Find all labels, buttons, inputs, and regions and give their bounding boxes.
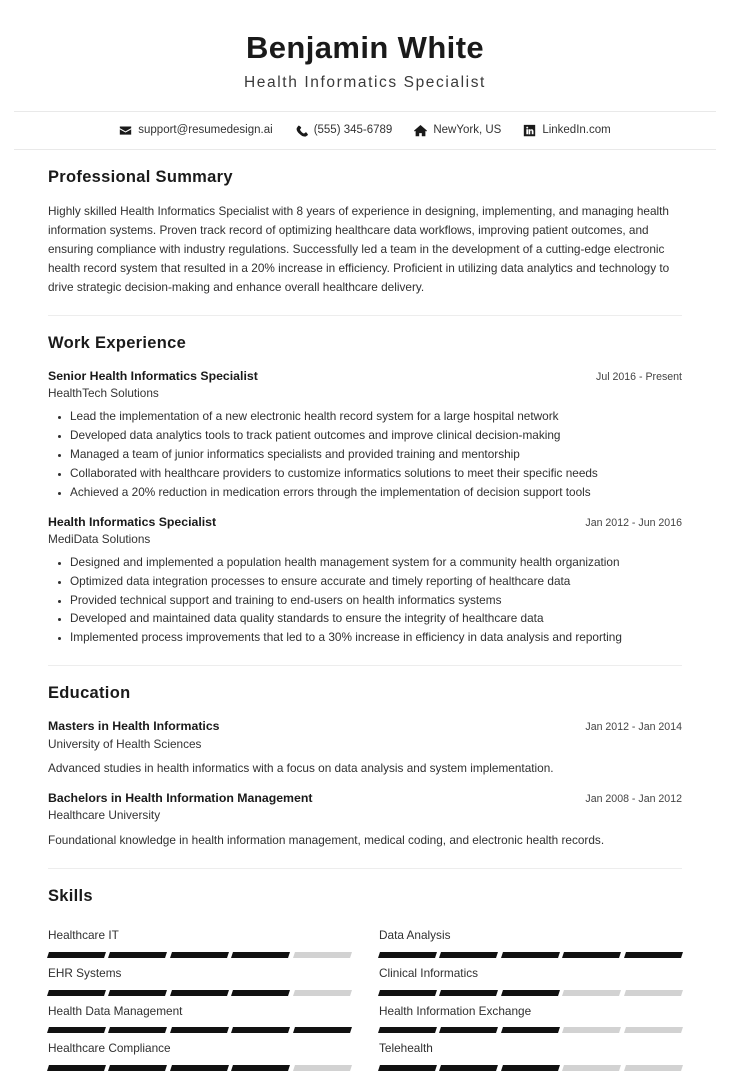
skill-rating-segment: [170, 952, 229, 958]
education-description: Foundational knowledge in health information management, medical coding, and electronic health records.: [48, 833, 605, 847]
skill-rating-segment: [624, 952, 683, 958]
skill-name: Healthcare Compliance: [48, 1041, 171, 1056]
skill-rating-bar: [48, 990, 351, 996]
skill-rating-segment: [501, 1065, 560, 1071]
skill-rating-segment: [108, 1065, 167, 1071]
skill-rating-segment: [562, 1027, 621, 1033]
education-degree: Bachelors in Health Information Management: [48, 790, 313, 805]
skill-rating-segment: [624, 990, 683, 996]
contact-phone[interactable]: [295, 124, 393, 137]
contact-email-label: support@resumedesign.ai: [138, 124, 273, 137]
skill-rating-segment: [108, 952, 167, 958]
skill-rating-bar: [48, 1065, 351, 1071]
skill-item: [48, 920, 351, 958]
skill-rating-bar: [48, 952, 351, 958]
home-icon: [414, 124, 427, 137]
experience-organization: HealthTech Solutions: [48, 386, 159, 401]
skill-rating-segment: [378, 952, 437, 958]
experience-bullets: [48, 554, 682, 648]
phone-icon: [295, 124, 308, 137]
skill-item: [379, 996, 682, 1034]
skill-rating-segment: [47, 1027, 106, 1033]
list-item: • Managed a team of junior informatics specialists and provided training and mentorship: [70, 446, 682, 464]
skill-item: [48, 996, 351, 1034]
skill-rating-segment: [170, 990, 229, 996]
skill-item: [379, 1033, 682, 1071]
skill-rating-segment: [293, 952, 352, 958]
skill-item: [379, 920, 682, 958]
skill-rating-segment: [47, 1065, 106, 1071]
skill-rating-segment: [562, 990, 621, 996]
skill-rating-segment: [501, 990, 560, 996]
skill-rating-segment: [231, 952, 290, 958]
list-item: • Developed and maintained data quality standards to ensure the integrity of healthcare data: [70, 610, 682, 628]
education-description: Advanced studies in health informatics with a focus on data analysis and system implementation.: [48, 761, 554, 776]
list-item: • Developed data analytics tools to track patient outcomes and improve clinical decision-making: [70, 427, 682, 445]
section-professional-summary: [0, 168, 730, 297]
section-title-summary: Professional Summary: [48, 167, 233, 186]
skill-rating-segment: [293, 1027, 352, 1033]
skill-rating-bar: [379, 952, 682, 958]
skill-rating-bar: [379, 990, 682, 996]
experience-entry: [48, 368, 682, 502]
contact-phone-label: (555) 345-6789: [313, 124, 393, 137]
education-entry-head: [48, 790, 682, 807]
skill-rating-segment: [231, 990, 290, 996]
list-item: • Implemented process improvements that led to a 30% increase in efficiency in data analysis and reporting: [70, 629, 682, 647]
skill-name: Clinical Informatics: [379, 966, 478, 980]
contact-email[interactable]: [119, 124, 272, 137]
skill-item: [48, 958, 351, 996]
skill-rating-segment: [439, 952, 498, 958]
contact-linkedin[interactable]: [523, 124, 610, 137]
skill-rating-segment: [439, 1027, 498, 1033]
skill-rating-segment: [170, 1027, 229, 1033]
skill-rating-bar: [379, 1065, 682, 1071]
contact-divider: [14, 149, 716, 150]
skill-rating-segment: [378, 1065, 437, 1071]
skill-rating-segment: [47, 990, 106, 996]
section-title-skills: Skills: [48, 886, 93, 905]
skill-rating-segment: [439, 1065, 498, 1071]
skill-name: Healthcare IT: [48, 928, 119, 943]
list-item: • Optimized data integration processes to ensure accurate and timely reporting of healthcare data: [70, 573, 682, 591]
experience-bullets: [48, 408, 682, 502]
section-skills: [0, 887, 730, 1071]
skill-rating-segment: [624, 1065, 683, 1071]
job-title: Health Informatics Specialist: [244, 73, 486, 91]
skill-rating-segment: [562, 952, 621, 958]
skill-rating-segment: [231, 1065, 290, 1071]
skill-rating-segment: [378, 990, 437, 996]
skill-rating-segment: [562, 1065, 621, 1071]
section-title-experience: Work Experience: [48, 334, 187, 353]
list-item: • Designed and implemented a population health management system for a community health organization: [70, 554, 682, 572]
education-school: University of Health Sciences: [48, 736, 202, 751]
divider-before-skills: [48, 868, 682, 869]
contact-location-label: NewYork, US: [433, 124, 502, 137]
education-entry: [48, 718, 682, 778]
education-date: Jan 2008 - Jan 2012: [585, 792, 682, 805]
section-title-education: Education: [48, 684, 131, 703]
skill-rating-segment: [293, 1065, 352, 1071]
envelope-icon: [119, 124, 132, 137]
experience-entry-head: [48, 368, 682, 385]
skill-name: Health Information Exchange: [379, 1003, 532, 1018]
skill-name: EHR Systems: [48, 966, 122, 980]
education-entry: [48, 790, 682, 850]
skill-rating-segment: [108, 1027, 167, 1033]
section-work-experience: [0, 334, 730, 647]
skill-name: Health Data Management: [48, 1003, 183, 1018]
skill-name: Telehealth: [379, 1041, 433, 1056]
skill-rating-segment: [293, 990, 352, 996]
skill-rating-segment: [170, 1065, 229, 1071]
linkedin-icon: [523, 124, 536, 137]
list-item: • Provided technical support and training to end-users on health informatics systems: [70, 592, 682, 610]
experience-date: Jan 2012 - Jun 2016: [585, 516, 682, 529]
skill-rating-bar: [48, 1027, 351, 1033]
experience-entry-head: [48, 514, 682, 531]
skill-item: [379, 958, 682, 996]
experience-role: Health Informatics Specialist: [48, 514, 217, 529]
divider-before-education: [48, 665, 682, 666]
skill-rating-segment: [108, 990, 167, 996]
skill-rating-segment: [501, 1027, 560, 1033]
skill-rating-segment: [624, 1027, 683, 1033]
experience-role: Senior Health Informatics Specialist: [48, 368, 258, 383]
list-item: • Achieved a 20% reduction in medication errors through the implementation of decision support tools: [70, 484, 682, 502]
skill-rating-segment: [47, 952, 106, 958]
skills-grid: [48, 920, 682, 1070]
education-date: Jan 2012 - Jan 2014: [585, 721, 682, 734]
skill-item: [48, 1033, 351, 1071]
skill-rating-bar: [379, 1027, 682, 1033]
education-degree: Masters in Health Informatics: [48, 719, 220, 734]
skill-rating-segment: [439, 990, 498, 996]
skill-name: Data Analysis: [379, 928, 451, 943]
skill-rating-segment: [501, 952, 560, 958]
section-education: [0, 684, 730, 849]
education-school: Healthcare University: [48, 808, 161, 823]
contact-linkedin-label: LinkedIn.com: [542, 124, 611, 137]
list-item: • Lead the implementation of a new electronic health record system for a large hospital network: [70, 408, 682, 426]
summary-text: Highly skilled Health Informatics Specialist with 8 years of experience in designing, implementing, and managing health information systems. Proven track record of optimizing healthcare data workflows, improving patient outcomes, and ensuring compliance with industry regulations. Successfully led a team in the development of a cutting-edge electronic health record system that resulted in a 20% increase in efficiency. Proficient in utilizing data analytics and technology to drive strategic decision-making and enhance overall healthcare delivery.: [48, 203, 670, 294]
experience-date: Jul 2016 - Present: [596, 370, 682, 383]
experience-entry: [48, 514, 682, 648]
skill-rating-segment: [231, 1027, 290, 1033]
page-title: Benjamin White: [245, 30, 485, 65]
education-entry-head: [48, 718, 682, 735]
list-item: • Collaborated with healthcare providers to customize informatics solutions to meet their specific needs: [70, 465, 682, 483]
divider-before-experience: [48, 315, 682, 316]
skill-rating-segment: [378, 1027, 437, 1033]
contact-bar: [0, 112, 730, 149]
contact-location[interactable]: [414, 124, 501, 137]
resume-header: [0, 0, 730, 111]
experience-organization: MediData Solutions: [48, 532, 151, 547]
